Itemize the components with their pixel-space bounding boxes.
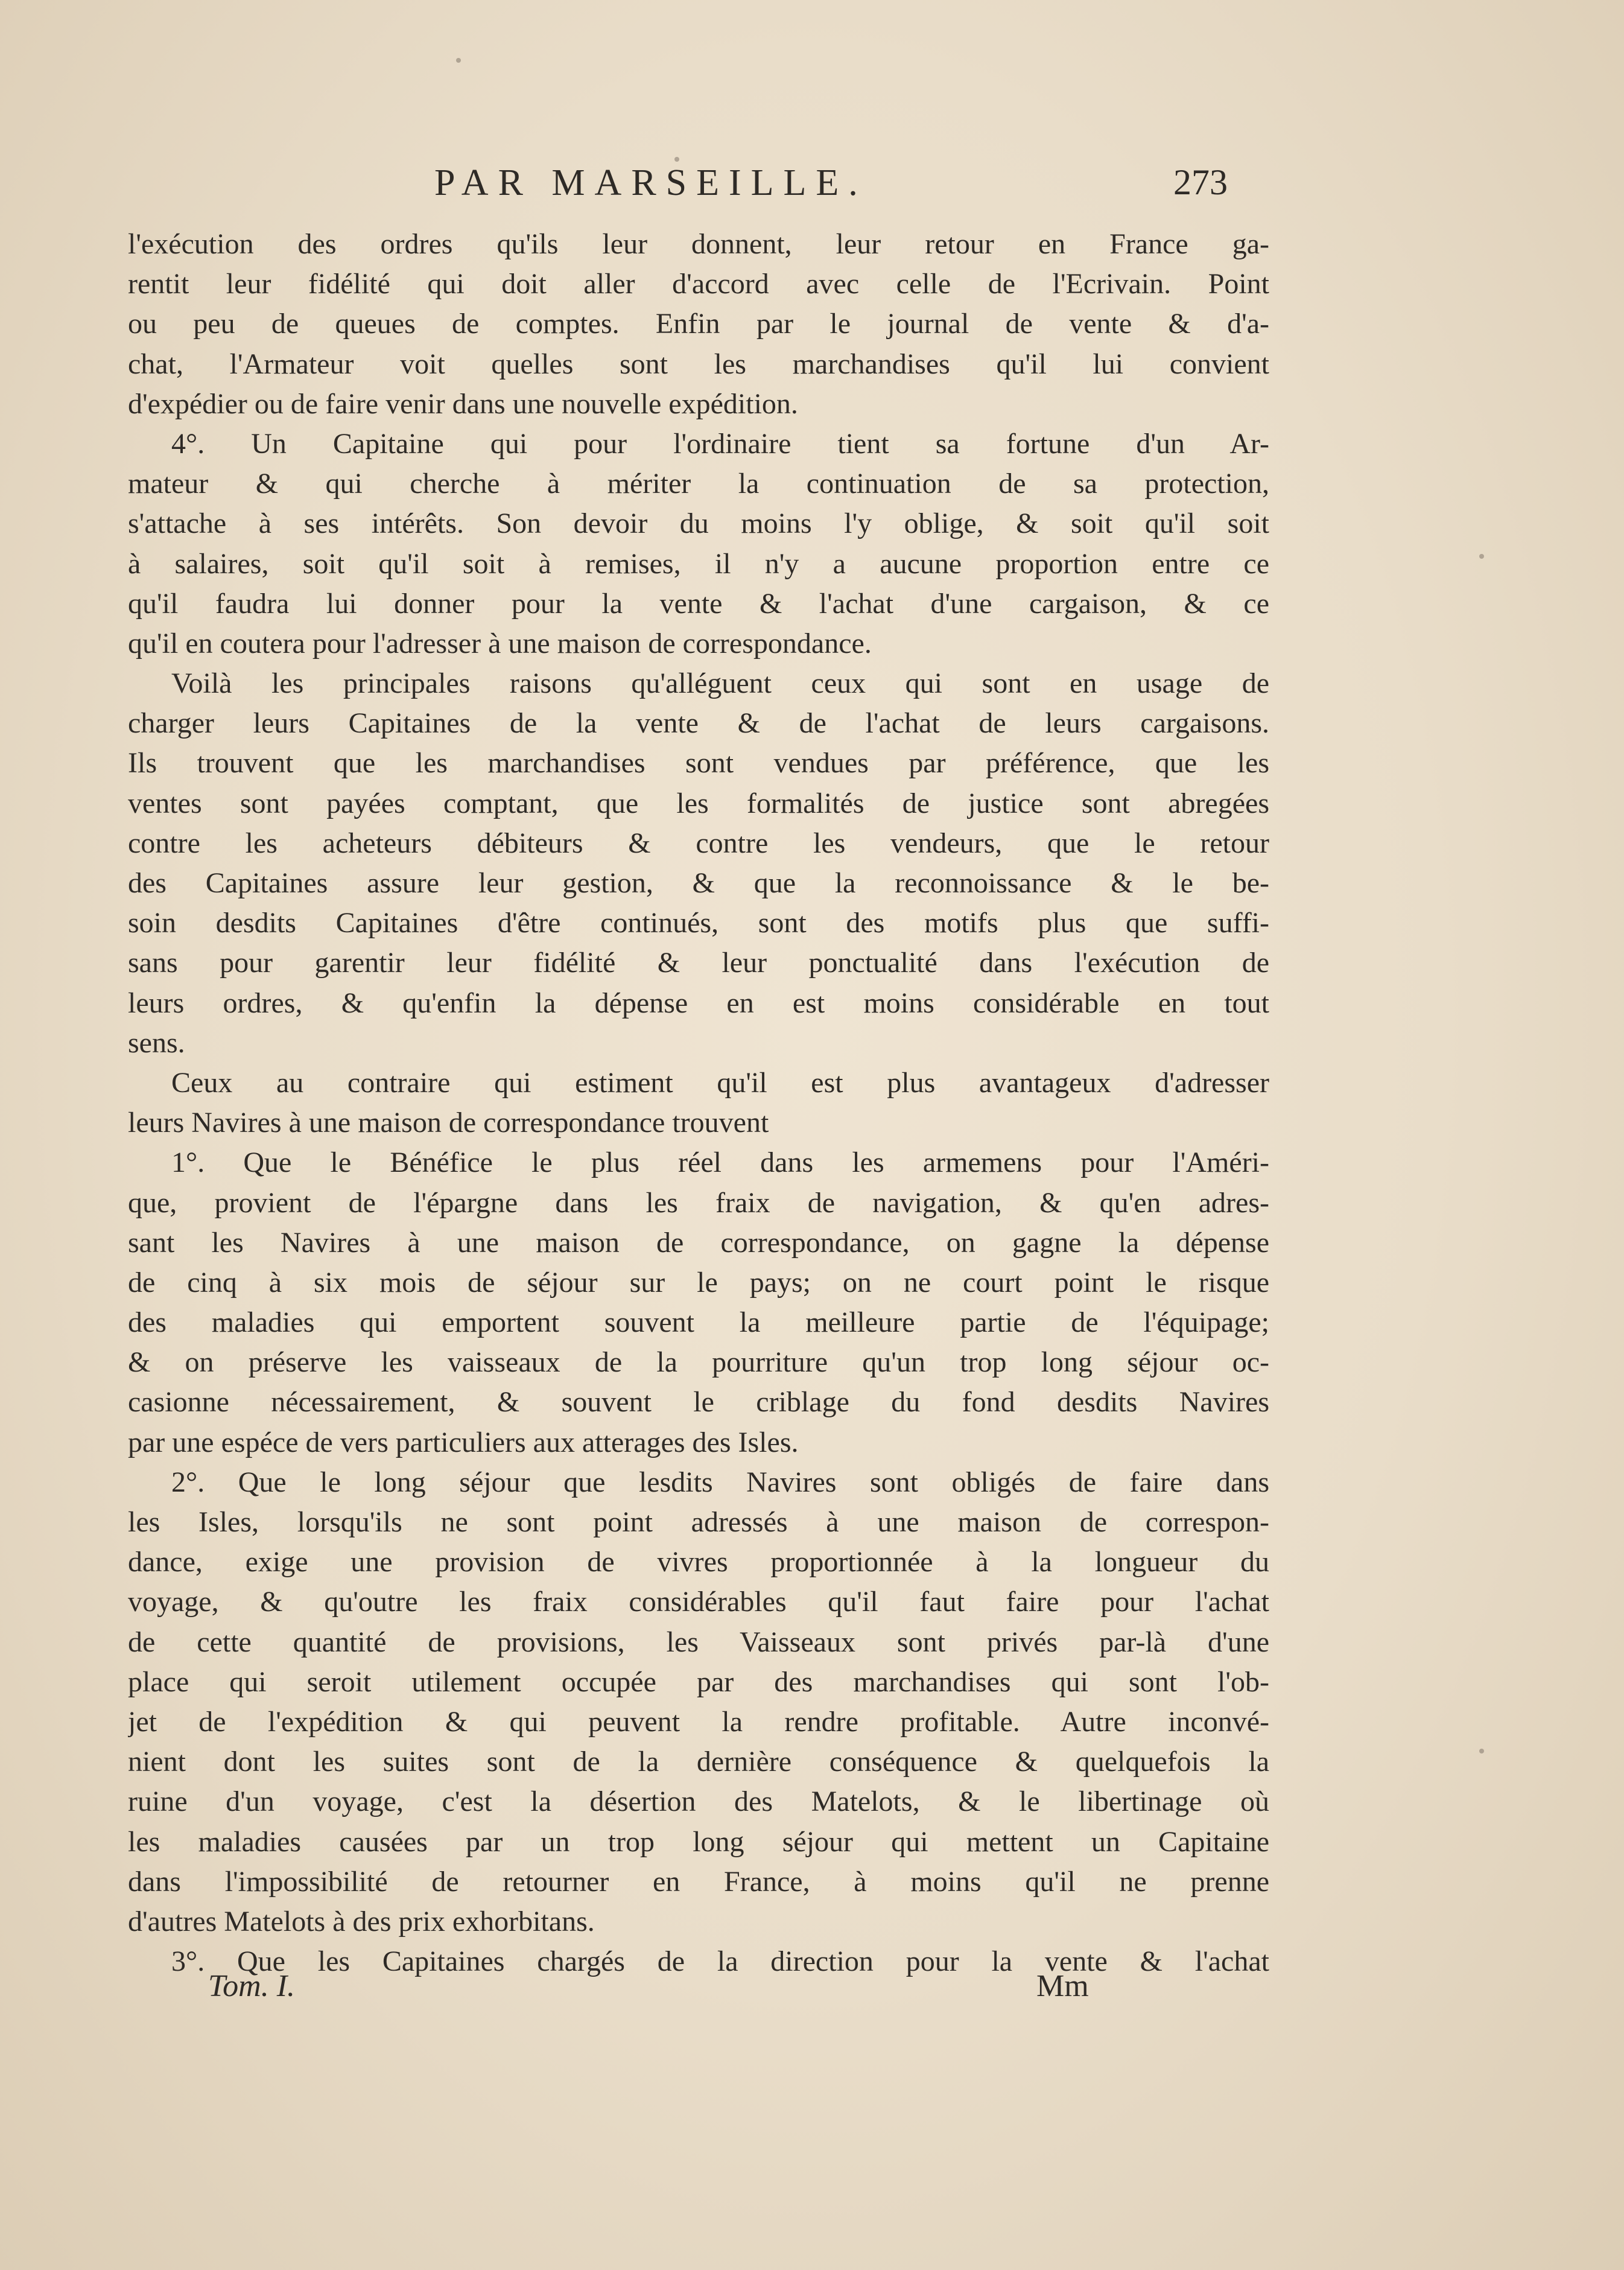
text-line: jet de l'expédition & qui peuvent la rendre profitable. Autre inconvé- <box>128 1705 1269 1738</box>
running-title: PAR MARSEILLE. <box>434 162 868 203</box>
text-line: leurs ordres, & qu'enfin la dépense en est moins considérable en tout <box>128 987 1269 1019</box>
text-line: les maladies causées par un trop long séjour qui mettent un Capitaine <box>128 1825 1269 1858</box>
text-line: par une espéce de vers particuliers aux atterages des Isles. <box>128 1426 799 1458</box>
text-line: à salaires, soit qu'il soit à remises, il n'y a aucune proportion entre ce <box>128 547 1269 580</box>
text-line: contre les acheteurs débiteurs & contre les vendeurs, que le retour <box>128 827 1269 859</box>
text-line: casionne nécessairement, & souvent le criblage du fond desdits Navires <box>128 1386 1269 1419</box>
text-line: nient dont les suites sont de la dernière conséquence & quelquefois la <box>128 1746 1269 1778</box>
text-line: dans l'impossibilité de retourner en France, à moins qu'il ne prenne <box>128 1865 1269 1898</box>
text-line: ou peu de queues de comptes. Enfin par le journal de vente & d'a- <box>128 308 1269 340</box>
text-line: des maladies qui emportent souvent la meilleure partie de l'équipage; <box>128 1306 1269 1339</box>
text-line: de cinq à six mois de séjour sur le pays; on ne court point le risque <box>128 1266 1269 1299</box>
text-line: 1°. Que le Bénéfice le plus réel dans les armemens pour l'Améri- <box>171 1146 1269 1179</box>
text-line: place qui seroit utilement occupée par des marchandises qui sont l'ob- <box>128 1665 1269 1698</box>
text-line: voyage, & qu'outre les fraix considérables qu'il faut faire pour l'achat <box>128 1586 1269 1618</box>
text-line: de cette quantité de provisions, les Vaisseaux sont privés par-là d'une <box>128 1626 1269 1658</box>
text-line: des Capitaines assure leur gestion, & que la reconnoissance & le be- <box>128 867 1269 899</box>
text-line: dance, exige une provision de vivres proportionnée à la longueur du <box>128 1546 1269 1579</box>
text-line: & on préserve les vaisseaux de la pourriture qu'un trop long séjour oc- <box>128 1346 1269 1379</box>
text-line: ventes sont payées comptant, que les formalités de justice sont abregées <box>128 787 1269 819</box>
paper-speck <box>456 58 461 63</box>
page-number: 273 <box>1173 162 1228 202</box>
text-line: charger leurs Capitaines de la vente & de l'achat de leurs cargaisons. <box>128 707 1269 740</box>
text-line: sant les Navires à une maison de correspondance, on gagne la dépense <box>128 1226 1269 1259</box>
paper-speck <box>1479 554 1484 559</box>
text-line: mateur & qui cherche à mériter la continuation de sa protection, <box>128 468 1269 500</box>
text-line: Voilà les principales raisons qu'alléguent ceux qui sont en usage de <box>171 667 1269 700</box>
signature-mark: Mm <box>1036 1969 1089 2003</box>
text-line: soin desdits Capitaines d'être continués, sont des motifs plus que suffi- <box>128 907 1269 939</box>
text-line: d'autres Matelots à des prix exhorbitans. <box>128 1905 595 1938</box>
paper-speck <box>1479 1749 1484 1753</box>
text-line: 2°. Que le long séjour que lesdits Navires sont obligés de faire dans <box>171 1466 1269 1498</box>
text-line: rentit leur fidélité qui doit aller d'accord avec celle de l'Ecrivain. Point <box>128 268 1269 300</box>
text-line: chat, l'Armateur voit quelles sont les marchandises qu'il lui convient <box>128 348 1269 380</box>
text-line: d'expédier ou de faire venir dans une nouvelle expédition. <box>128 387 798 420</box>
text-line: qu'il faudra lui donner pour la vente & l'achat d'une cargaison, & ce <box>128 587 1269 620</box>
text-line: sens. <box>128 1026 185 1059</box>
text-line: Ceux au contraire qui estiment qu'il est plus avantageux d'adresser <box>171 1066 1269 1099</box>
text-line: sans pour garentir leur fidélité & leur ponctualité dans l'exécution de <box>128 947 1269 979</box>
text-line: 3°. Que les Capitaines chargés de la direction pour la vente & l'achat <box>171 1945 1269 1978</box>
text-line: ruine d'un voyage, c'est la désertion des Matelots, & le libertinage où <box>128 1785 1269 1818</box>
paper-speck <box>674 157 679 162</box>
text-line: que, provient de l'épargne dans les fraix de navigation, & qu'en adres- <box>128 1186 1269 1219</box>
text-line: l'exécution des ordres qu'ils leur donnent, leur retour en France ga- <box>128 228 1269 260</box>
text-line: les Isles, lorsqu'ils ne sont point adressés à une maison de correspon- <box>128 1506 1269 1538</box>
text-line: leurs Navires à une maison de correspondance trouvent <box>128 1107 769 1139</box>
text-line: s'attache à ses intérêts. Son devoir du moins l'y oblige, & soit qu'il soit <box>128 507 1269 540</box>
volume-marker: Tom. I. <box>208 1969 296 2003</box>
body-text <box>128 224 1269 1982</box>
text-line: 4°. Un Capitaine qui pour l'ordinaire tient sa fortune d'un Ar- <box>171 427 1269 460</box>
text-line: Ils trouvent que les marchandises sont vendues par préférence, que les <box>128 747 1269 780</box>
text-line: qu'il en coutera pour l'adresser à une maison de correspondance. <box>128 627 872 660</box>
